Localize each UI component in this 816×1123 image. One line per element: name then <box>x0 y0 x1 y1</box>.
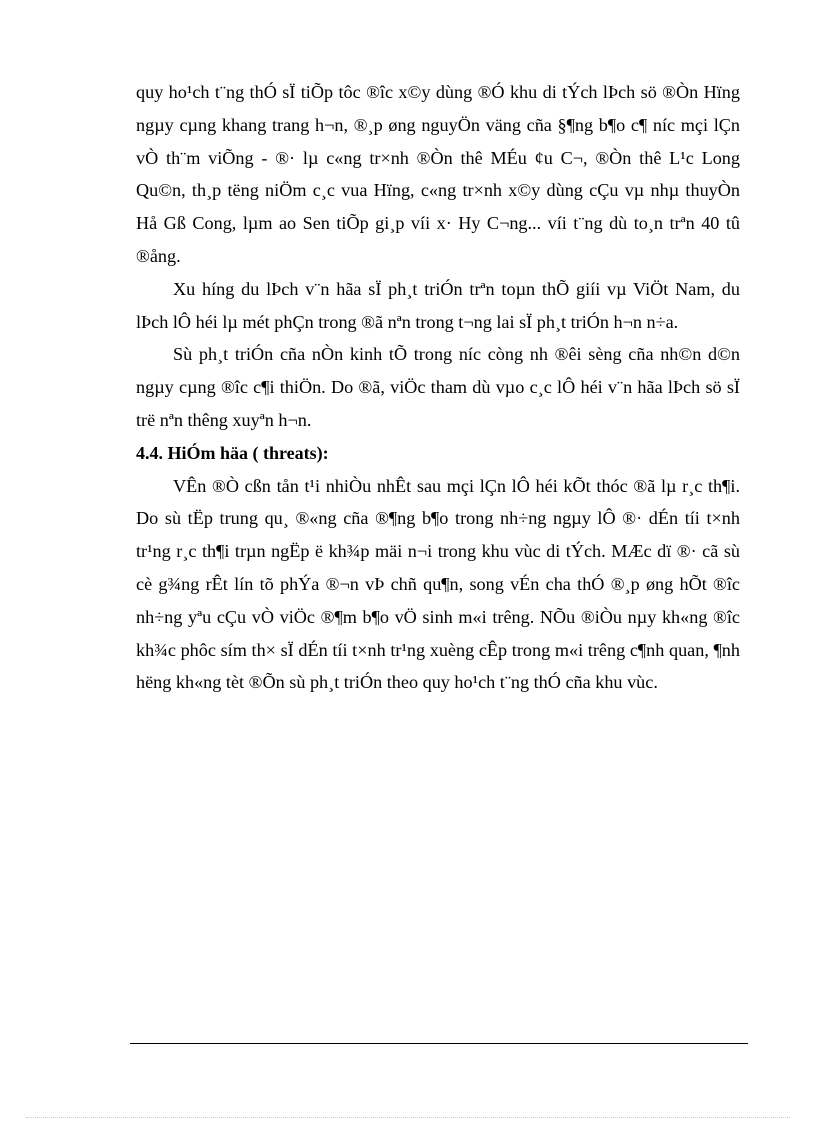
section-heading: 4.4. HiÓm häa ( threats): <box>136 442 329 463</box>
paragraph-threats: VÊn ®Ò cßn tån t¹i nhiÒu nhÊt sau mçi lÇn lÔ héi kÕt thóc ®ã lµ r¸c th¶i. Do sù tËp trung qu¸ ®«ng cña ®¶ng b¶o trong nh÷ng ngµy lÔ ®· dÉn tíi t×nh tr¹ng r¸c th¶i trµn ngËp ë kh¾p mäi n¬i trong khu vùc di tÝch. MÆc dï ®· cã sù cè g¾ng rÊt lín tõ phÝa ®¬n vÞ chñ qu¶n, song vÉn cha thÓ ®¸p øng hÕt ®îc nh÷ng yªu cÇu vÒ viÖc ®¶m b¶o vÖ sinh m«i trêng. NÕu ®iÒu nµy kh«ng ®îc kh¾c phôc sím th× sÏ dÉn tíi t×nh tr¹ng xuèng cÊp trong m«i trêng c¶nh quan, ¶nh hëng kh«ng tèt ®Õn sù ph¸t triÓn theo quy ho¹ch t¨ng thÓ cña khu vùc. <box>136 475 740 693</box>
paragraph-intro: quy ho¹ch t¨ng thÓ sÏ tiÕp tôc ®îc x©y dùng ®Ó khu di tÝch lÞch sö ®Òn Hïng ngµy cµng khang trang h¬n, ®¸p øng nguyÖn väng cña §¶ng b¶o c¶ níc mçi lÇn vÒ th¨m viÕng - ®· lµ c«ng tr×nh ®Òn thê MÉu ¢u C¬, ®Òn thê L¹c Long Qu©n, th¸p tëng niÖm c¸c vua Hïng, c«ng tr×nh x©y dùng cÇu vµ nhµ thuyÒn Hå Gß Cong, lµm ao Sen tiÕp gi¸p víi x· Hy C¬ng... víi t¨ng dù to¸n trªn 40 tû ®ång. <box>136 82 740 266</box>
document-body <box>136 76 740 699</box>
paragraph-trend: Xu híng du lÞch v¨n hãa sÏ ph¸t triÓn trªn toµn thÕ giíi vµ ViÖt Nam, du lÞch lÔ héi lµ mét phÇn trong ®ã nªn trong t¬ng lai sÏ ph¸t triÓn h¬n n÷a. <box>136 278 740 332</box>
page-bottom-border <box>26 1117 790 1118</box>
footer-divider <box>130 1043 748 1044</box>
paragraph-economy: Sù ph¸t triÓn cña nÒn kinh tÕ trong níc còng nh ®êi sèng cña nh©n d©n ngµy cµng ®îc c¶i thiÖn. Do ®ã, viÖc tham dù vµo c¸c lÔ héi v¨n hãa lÞch sö sÏ trë nªn thêng xuyªn h¬n. <box>136 344 740 430</box>
